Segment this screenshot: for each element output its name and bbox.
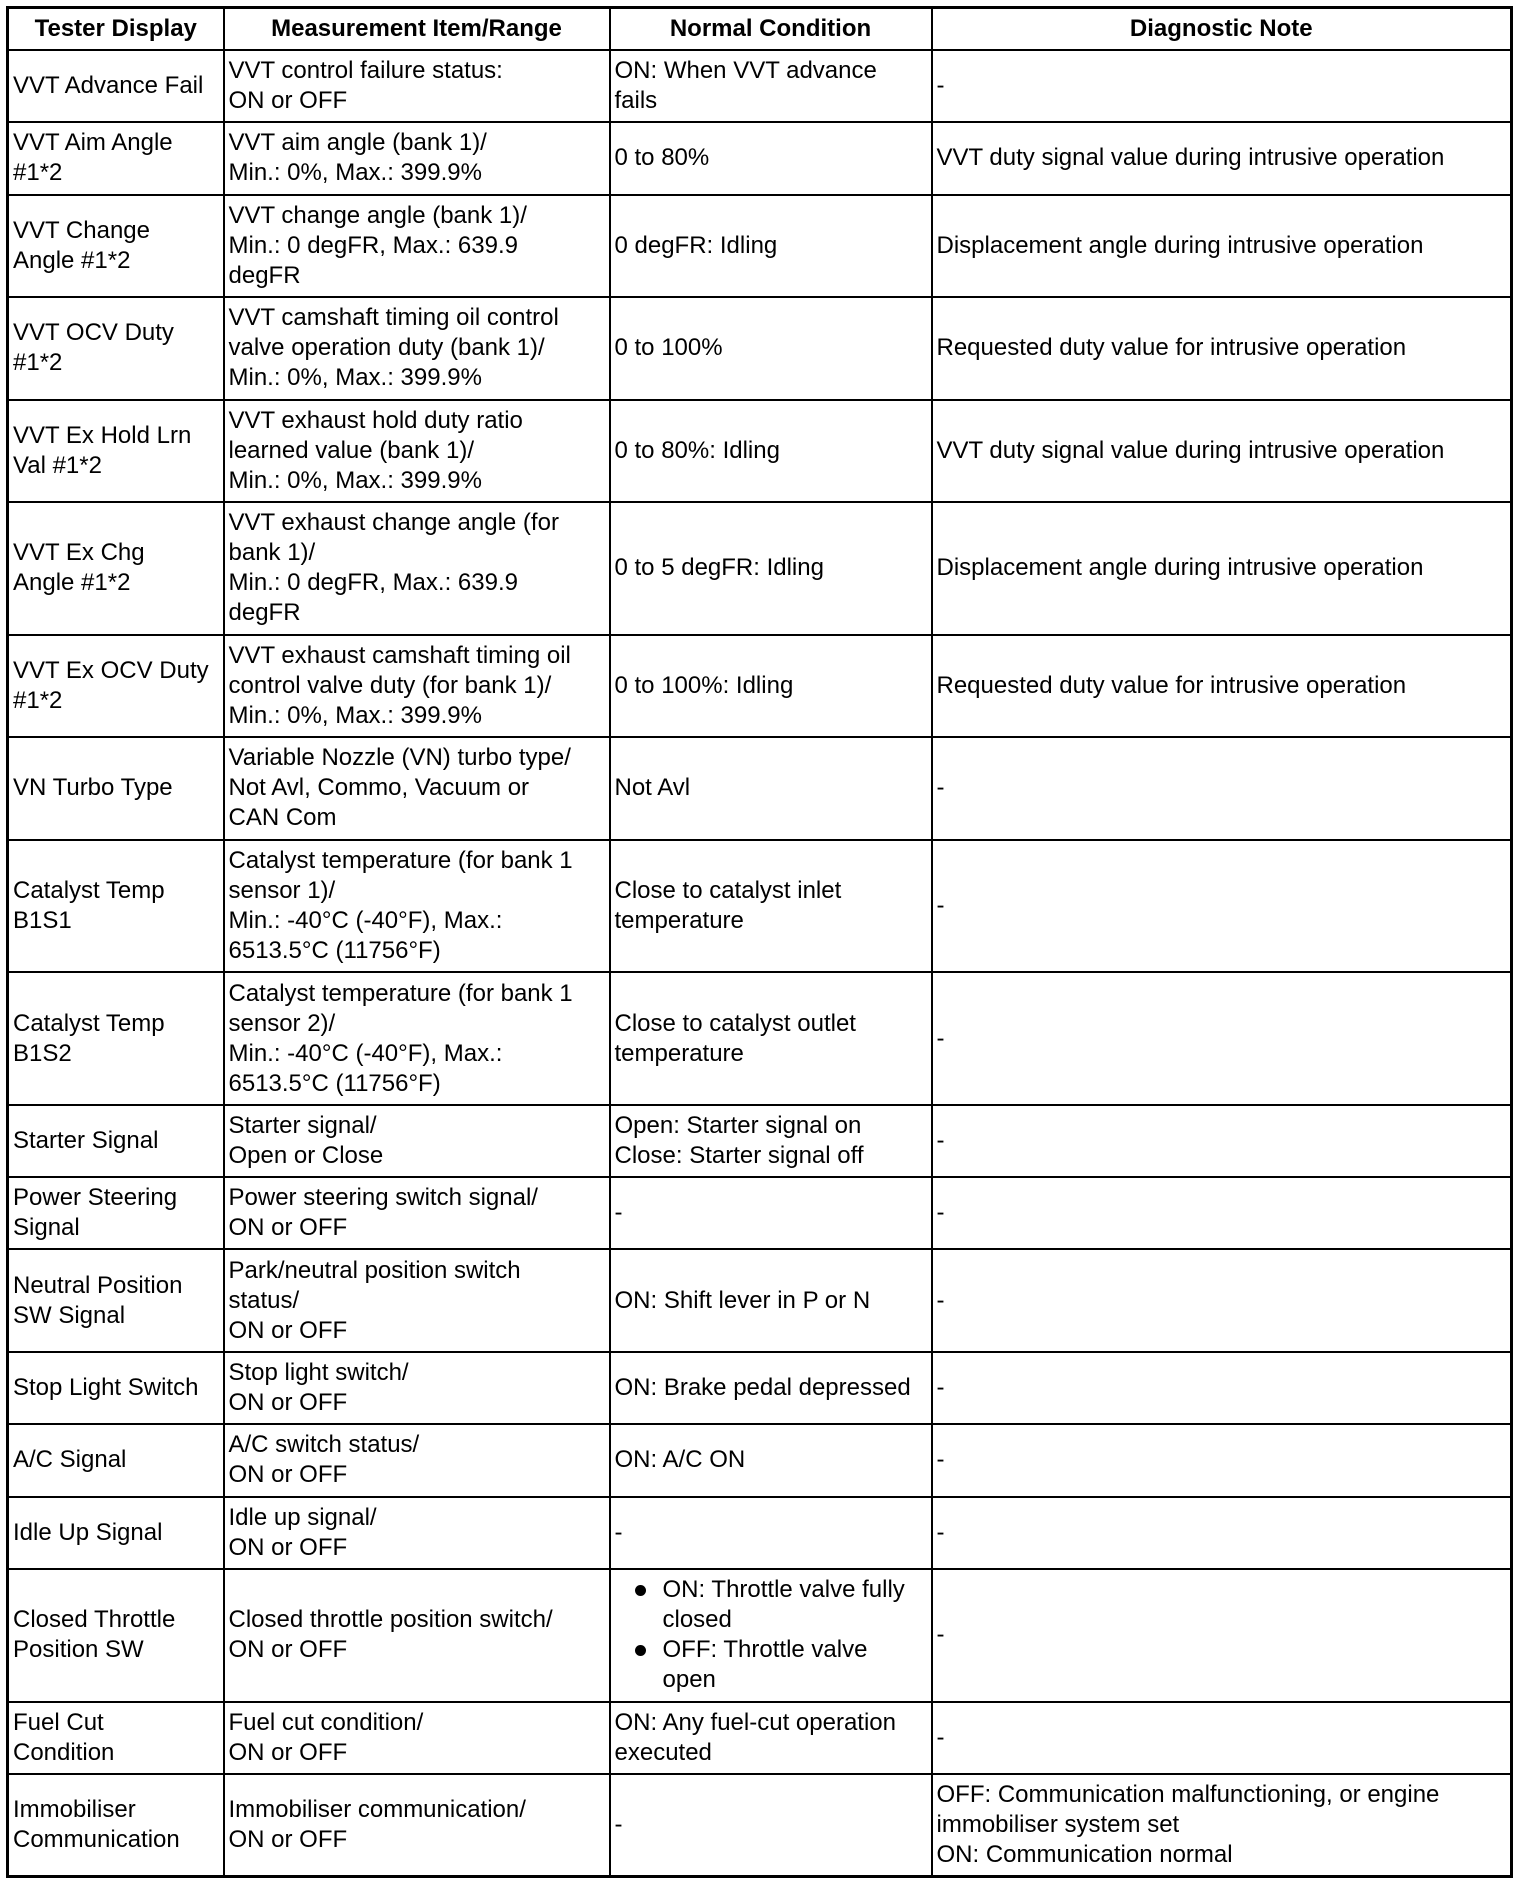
table-row [8,195,1512,297]
measurement-cell [224,297,610,399]
cell-line: 6513.5°C (11756°F) [228,1069,441,1097]
cell-line: Min.: 0 degFR, Max.: 639.9 [228,231,518,259]
normal-condition-cell [610,1774,932,1877]
cell-line: VVT control failure status: [228,57,503,85]
cell-line: Angle #1*2 [13,246,131,274]
table-row [8,1105,1512,1177]
cell-line: VVT duty signal value during intrusive operation [936,144,1445,172]
cell-line: valve operation duty (bank 1)/ [228,334,545,362]
cell-line: degFR [228,599,301,627]
normal-condition-cell [610,1569,932,1702]
cell-line: VVT Aim Angle [13,129,173,157]
tester-display-cell [8,840,224,973]
measurement-cell [224,972,610,1105]
cell-line: ON: Shift lever in P or N [614,1286,871,1314]
cell-line: - [936,1374,945,1402]
table-row [8,400,1512,502]
measurement-cell [224,635,610,737]
cell-line: VVT duty signal value during intrusive operation [936,436,1445,464]
cell-line: #1*2 [13,159,63,187]
cell-line: 0 to 5 degFR: Idling [614,554,824,582]
cell-line: degFR [228,261,301,289]
cell-line: sensor 1)/ [228,876,336,904]
normal-condition-cell [610,1105,932,1177]
cell-line: Stop light switch/ [228,1359,409,1387]
cell-line: Park/neutral position switch [228,1256,521,1284]
tester-display-cell [8,195,224,297]
cell-line: Min.: 0%, Max.: 399.9% [228,466,482,494]
cell-line: Variable Nozzle (VN) turbo type/ [228,744,571,772]
cell-line: Displacement angle during intrusive operation [936,231,1424,259]
cell-line: ON: Communication normal [936,1840,1233,1868]
cell-line: 0 to 100% [614,334,723,362]
cell-line: closed [662,1606,732,1634]
cell-line: temperature [614,906,744,934]
cell-line: 0 degFR: Idling [614,231,778,259]
header-row [8,8,1512,51]
diagnostic-note-cell [932,635,1512,737]
cell-line: - [936,1286,945,1314]
cell-line: ON or OFF [228,1214,348,1242]
measurement-cell [224,1497,610,1569]
table-row [8,635,1512,737]
cell-line: Min.: 0%, Max.: 399.9% [228,159,482,187]
cell-line: Open or Close [228,1141,384,1169]
measurement-cell [224,1352,610,1424]
measurement-cell [224,502,610,635]
cell-line: VVT camshaft timing oil control [228,304,559,332]
measurement-cell [224,1774,610,1877]
cell-line: control valve duty (for bank 1)/ [228,671,552,699]
cell-line: B1S1 [13,906,72,934]
bullet-item [633,1635,927,1695]
cell-line: ON or OFF [228,1316,348,1344]
cell-line: ON or OFF [228,1738,348,1766]
normal-condition-cell [610,972,932,1105]
table-row [8,1249,1512,1351]
cell-line: immobiliser system set [936,1810,1180,1838]
diagnostic-note-cell [932,502,1512,635]
cell-line: VVT aim angle (bank 1)/ [228,129,487,157]
cell-line: - [936,891,945,919]
measurement-cell [224,1249,610,1351]
cell-line: CAN Com [228,804,337,832]
cell-line: Fuel Cut [13,1708,104,1736]
table-row [8,122,1512,194]
measurement-cell [224,400,610,502]
cell-line: Condition [13,1738,115,1766]
diagnostic-note-cell [932,1569,1512,1702]
cell-line: - [936,1621,945,1649]
table-row [8,1497,1512,1569]
tester-display-cell [8,1177,224,1249]
cell-line: - [936,72,945,100]
cell-line: VVT change angle (bank 1)/ [228,201,527,229]
normal-condition-cell [610,50,932,122]
cell-line: Open: Starter signal on [614,1111,862,1139]
cell-line: Idle Up Signal [13,1518,163,1546]
cell-line: Starter Signal [13,1126,159,1154]
header-diagnostic-note: Diagnostic Note [932,8,1512,51]
diagnostic-note-cell [932,1497,1512,1569]
measurement-cell [224,1569,610,1702]
cell-line: - [614,1518,623,1546]
tester-display-cell [8,297,224,399]
normal-condition-cell [610,1249,932,1351]
table-row [8,1352,1512,1424]
normal-condition-cell [610,122,932,194]
header-tester-display: Tester Display [8,8,224,51]
tester-display-cell [8,972,224,1105]
diagnostic-note-cell [932,1249,1512,1351]
table-row [8,502,1512,635]
cell-line: Not Avl [614,774,691,802]
diagnostic-note-cell [932,1702,1512,1774]
diagnostic-note-cell [932,195,1512,297]
cell-line: Close to catalyst inlet [614,876,842,904]
cell-line: Closed Throttle [13,1606,176,1634]
cell-line: B1S2 [13,1039,72,1067]
cell-line: Min.: -40°C (-40°F), Max.: [228,1039,503,1067]
cell-line: Immobiliser [13,1795,136,1823]
table-row [8,1177,1512,1249]
cell-line: Min.: 0 degFR, Max.: 639.9 [228,569,518,597]
tester-display-cell [8,122,224,194]
tester-display-cell [8,1774,224,1877]
cell-line: ON or OFF [228,1636,348,1664]
cell-line: - [936,1518,945,1546]
diagnostic-note-cell [932,972,1512,1105]
measurement-cell [224,1177,610,1249]
cell-line: - [936,1199,945,1227]
tester-display-cell [8,1249,224,1351]
measurement-cell [224,840,610,973]
cell-line: Position SW [13,1636,144,1664]
cell-line: SW Signal [13,1301,126,1329]
table-row [8,1569,1512,1702]
cell-line: Power Steering [13,1184,178,1212]
table-row [8,1424,1512,1496]
cell-line: A/C Signal [13,1446,127,1474]
cell-line: Val #1*2 [13,451,102,479]
diagnostic-note-cell [932,1424,1512,1496]
cell-line: VVT Ex Hold Lrn [13,421,192,449]
cell-line: ON or OFF [228,1533,348,1561]
cell-line: ON: Any fuel-cut operation [614,1708,896,1736]
cell-line: Catalyst temperature (for bank 1 [228,979,573,1007]
tester-display-cell [8,1497,224,1569]
cell-line: VVT OCV Duty [13,319,174,347]
cell-line: Min.: -40°C (-40°F), Max.: [228,906,503,934]
tester-display-cell [8,635,224,737]
cell-line: ON: Throttle valve fully [662,1576,905,1604]
tester-display-cell [8,1105,224,1177]
cell-line: Starter signal/ [228,1111,377,1139]
cell-line: temperature [614,1039,744,1067]
measurement-cell [224,195,610,297]
diagnostic-note-cell [932,1774,1512,1877]
normal-condition-cell [610,1497,932,1569]
cell-line: Immobiliser communication/ [228,1795,526,1823]
normal-condition-cell [610,400,932,502]
diagnostic-note-cell [932,840,1512,973]
normal-condition-cell [610,635,932,737]
normal-condition-cell [610,840,932,973]
cell-line: VVT Change [13,216,150,244]
cell-line: - [936,1446,945,1474]
table-row [8,1702,1512,1774]
measurement-cell [224,737,610,839]
cell-line: Displacement angle during intrusive operation [936,554,1424,582]
tester-display-cell [8,1352,224,1424]
measurement-cell [224,50,610,122]
tester-display-cell [8,1424,224,1496]
cell-line: Requested duty value for intrusive operation [936,334,1407,362]
cell-line: - [614,1810,623,1838]
cell-line: Close to catalyst outlet [614,1009,856,1037]
tester-display-cell [8,1702,224,1774]
diagnostic-note-cell [932,1352,1512,1424]
diagnostic-note-cell [932,400,1512,502]
cell-line: Angle #1*2 [13,569,131,597]
cell-line: - [936,774,945,802]
cell-line: Catalyst Temp [13,1009,165,1037]
cell-line: sensor 2)/ [228,1009,336,1037]
cell-line: Closed throttle position switch/ [228,1606,553,1634]
cell-line: ON or OFF [228,1389,348,1417]
header-normal-condition: Normal Condition [610,8,932,51]
tester-display-cell [8,1569,224,1702]
cell-line: VVT Ex Chg [13,539,145,567]
tester-display-cell [8,400,224,502]
normal-condition-cell [610,1702,932,1774]
cell-line: Idle up signal/ [228,1503,377,1531]
cell-line: - [936,1723,945,1751]
table-row [8,50,1512,122]
table-row [8,840,1512,973]
bullet-item [633,1575,927,1635]
normal-condition-cell [610,195,932,297]
tester-display-cell [8,737,224,839]
table-row [8,972,1512,1105]
cell-line: - [936,1024,945,1052]
normal-condition-cell [610,737,932,839]
cell-line: Min.: 0%, Max.: 399.9% [228,364,482,392]
cell-line: OFF: Communication malfunctioning, or engine [936,1780,1440,1808]
cell-line: Fuel cut condition/ [228,1708,424,1736]
cell-line: Min.: 0%, Max.: 399.9% [228,701,482,729]
normal-condition-cell [610,1352,932,1424]
cell-line: 0 to 80%: Idling [614,436,780,464]
cell-line: VVT exhaust camshaft timing oil [228,641,571,669]
cell-line: - [614,1199,623,1227]
table-row [8,297,1512,399]
header-measurement: Measurement Item/Range [224,8,610,51]
tester-display-cell [8,50,224,122]
cell-line: 6513.5°C (11756°F) [228,936,441,964]
diagnostic-note-cell [932,1177,1512,1249]
cell-line: Requested duty value for intrusive operation [936,671,1407,699]
table-body [8,50,1512,1877]
cell-line: ON or OFF [228,87,348,115]
cell-line: VVT Advance Fail [13,72,204,100]
cell-line: - [936,1126,945,1154]
cell-line: OFF: Throttle valve [662,1636,868,1664]
measurement-cell [224,1702,610,1774]
cell-line: bank 1)/ [228,539,316,567]
cell-line: Not Avl, Commo, Vacuum or [228,774,530,802]
cell-line: VVT exhaust change angle (for [228,509,559,537]
cell-line: ON or OFF [228,1461,348,1489]
diagnostic-note-cell [932,1105,1512,1177]
normal-condition-cell [610,1177,932,1249]
cell-line: open [662,1666,716,1694]
cell-line: #1*2 [13,349,63,377]
cell-line: VVT Ex OCV Duty [13,656,209,684]
cell-line: ON: Brake pedal depressed [614,1374,911,1402]
measurement-cell [224,1424,610,1496]
cell-line: ON: When VVT advance [614,57,877,85]
diagnostic-note-cell [932,297,1512,399]
cell-line: Stop Light Switch [13,1374,199,1402]
measurement-cell [224,122,610,194]
table-row [8,737,1512,839]
measurement-cell [224,1105,610,1177]
cell-line: A/C switch status/ [228,1431,420,1459]
cell-line: 0 to 80% [614,144,710,172]
cell-line: ON: A/C ON [614,1446,746,1474]
diagnostic-note-cell [932,50,1512,122]
diagnostic-note-cell [932,122,1512,194]
table-row [8,1774,1512,1877]
cell-line: status/ [228,1286,300,1314]
cell-line: Power steering switch signal/ [228,1184,538,1212]
cell-line: Communication [13,1825,180,1853]
bullet-list [615,1575,927,1695]
data-list-table [6,6,1513,1878]
cell-line: ON or OFF [228,1825,348,1853]
cell-line: VN Turbo Type [13,774,173,802]
tester-display-cell [8,502,224,635]
cell-line: Signal [13,1214,80,1242]
cell-line: fails [614,87,658,115]
cell-line: Catalyst Temp [13,876,165,904]
cell-line: learned value (bank 1)/ [228,436,474,464]
diagnostic-note-cell [932,737,1512,839]
cell-line: Close: Starter signal off [614,1141,864,1169]
cell-line: VVT exhaust hold duty ratio [228,406,523,434]
cell-line: executed [614,1738,712,1766]
cell-line: Catalyst temperature (for bank 1 [228,846,573,874]
normal-condition-cell [610,1424,932,1496]
normal-condition-cell [610,502,932,635]
cell-line: #1*2 [13,686,63,714]
normal-condition-cell [610,297,932,399]
cell-line: 0 to 100%: Idling [614,671,794,699]
cell-line: Neutral Position [13,1271,183,1299]
